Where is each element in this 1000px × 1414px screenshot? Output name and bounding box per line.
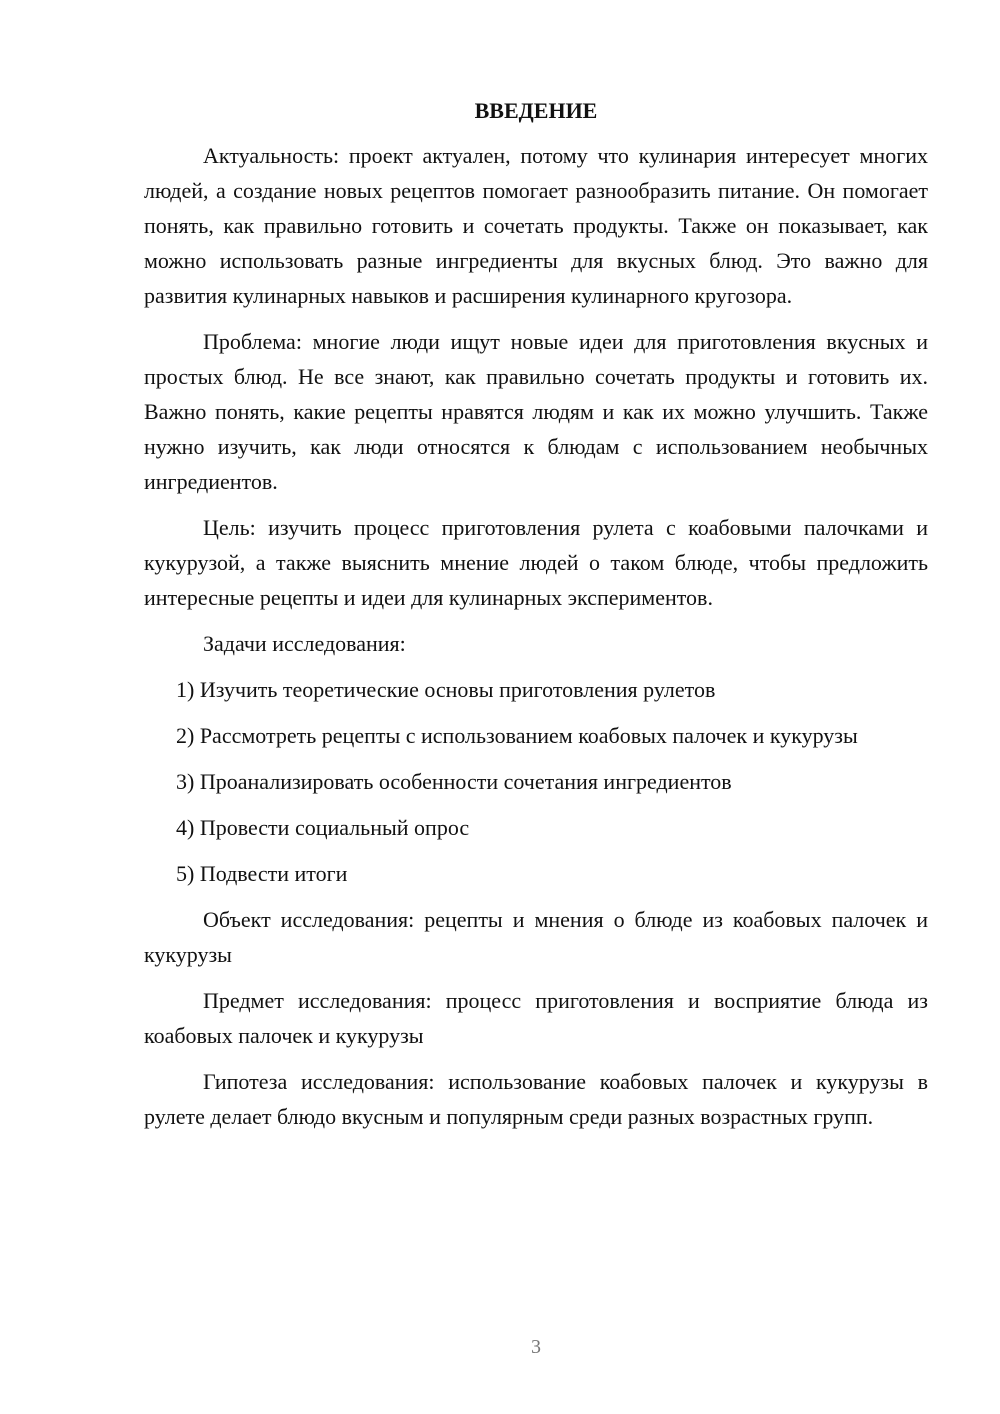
goal-paragraph: Цель: изучить процесс приготовления рулета с коабовыми палочками и кукурузой, а также выяснить мнение людей о таком блюде, чтобы предложить интересные рецепты и идеи для кулинарных экспериментов. (144, 515, 928, 610)
page-number: 3 (531, 1336, 541, 1358)
problem-paragraph: Проблема: многие люди ищут новые идеи для приготовления вкусных и простых блюд. Не все знают, как правильно сочетать продукты и готовить их. Важно понять, какие рецепты нравятся людям и как их можно улучшить. Также нужно изучить, как люди относятся к блюдам с использованием необычных ингредиентов. (144, 329, 928, 494)
object-paragraph: Объект исследования: рецепты и мнения о блюде из коабовых палочек и кукурузы (144, 907, 928, 967)
task-item: 5) Подвести итоги (176, 861, 348, 886)
page-title: ВВЕДЕНИЕ (474, 98, 598, 123)
subject-paragraph: Предмет исследования: процесс приготовления и восприятие блюда из коабовых палочек и кукурузы (144, 988, 928, 1048)
task-item: 2) Рассмотреть рецепты с использованием коабовых палочек и кукурузы (176, 723, 858, 748)
task-item: 4) Провести социальный опрос (176, 815, 470, 840)
relevance-paragraph: Актуальность: проект актуален, потому что кулинария интересует многих людей, а создание новых рецептов помогает разнообразить питание. Он помогает понять, как правильно готовить и сочетать продукты. Также он показывает, как можно использовать разные ингредиенты для вкусных блюд. Это важно для развития кулинарных навыков и расширения кулинарного кругозора. (144, 143, 928, 308)
task-item: 1) Изучить теоретические основы приготовления рулетов (176, 677, 716, 702)
task-item: 3) Проанализировать особенности сочетания ингредиентов (176, 769, 732, 794)
page-content (144, 96, 928, 1145)
tasks-title: Задачи исследования: (203, 631, 406, 656)
hypothesis-paragraph: Гипотеза исследования: использование коабовых палочек и кукурузы в рулете делает блюдо вкусным и популярным среди разных возрастных групп. (144, 1069, 928, 1129)
